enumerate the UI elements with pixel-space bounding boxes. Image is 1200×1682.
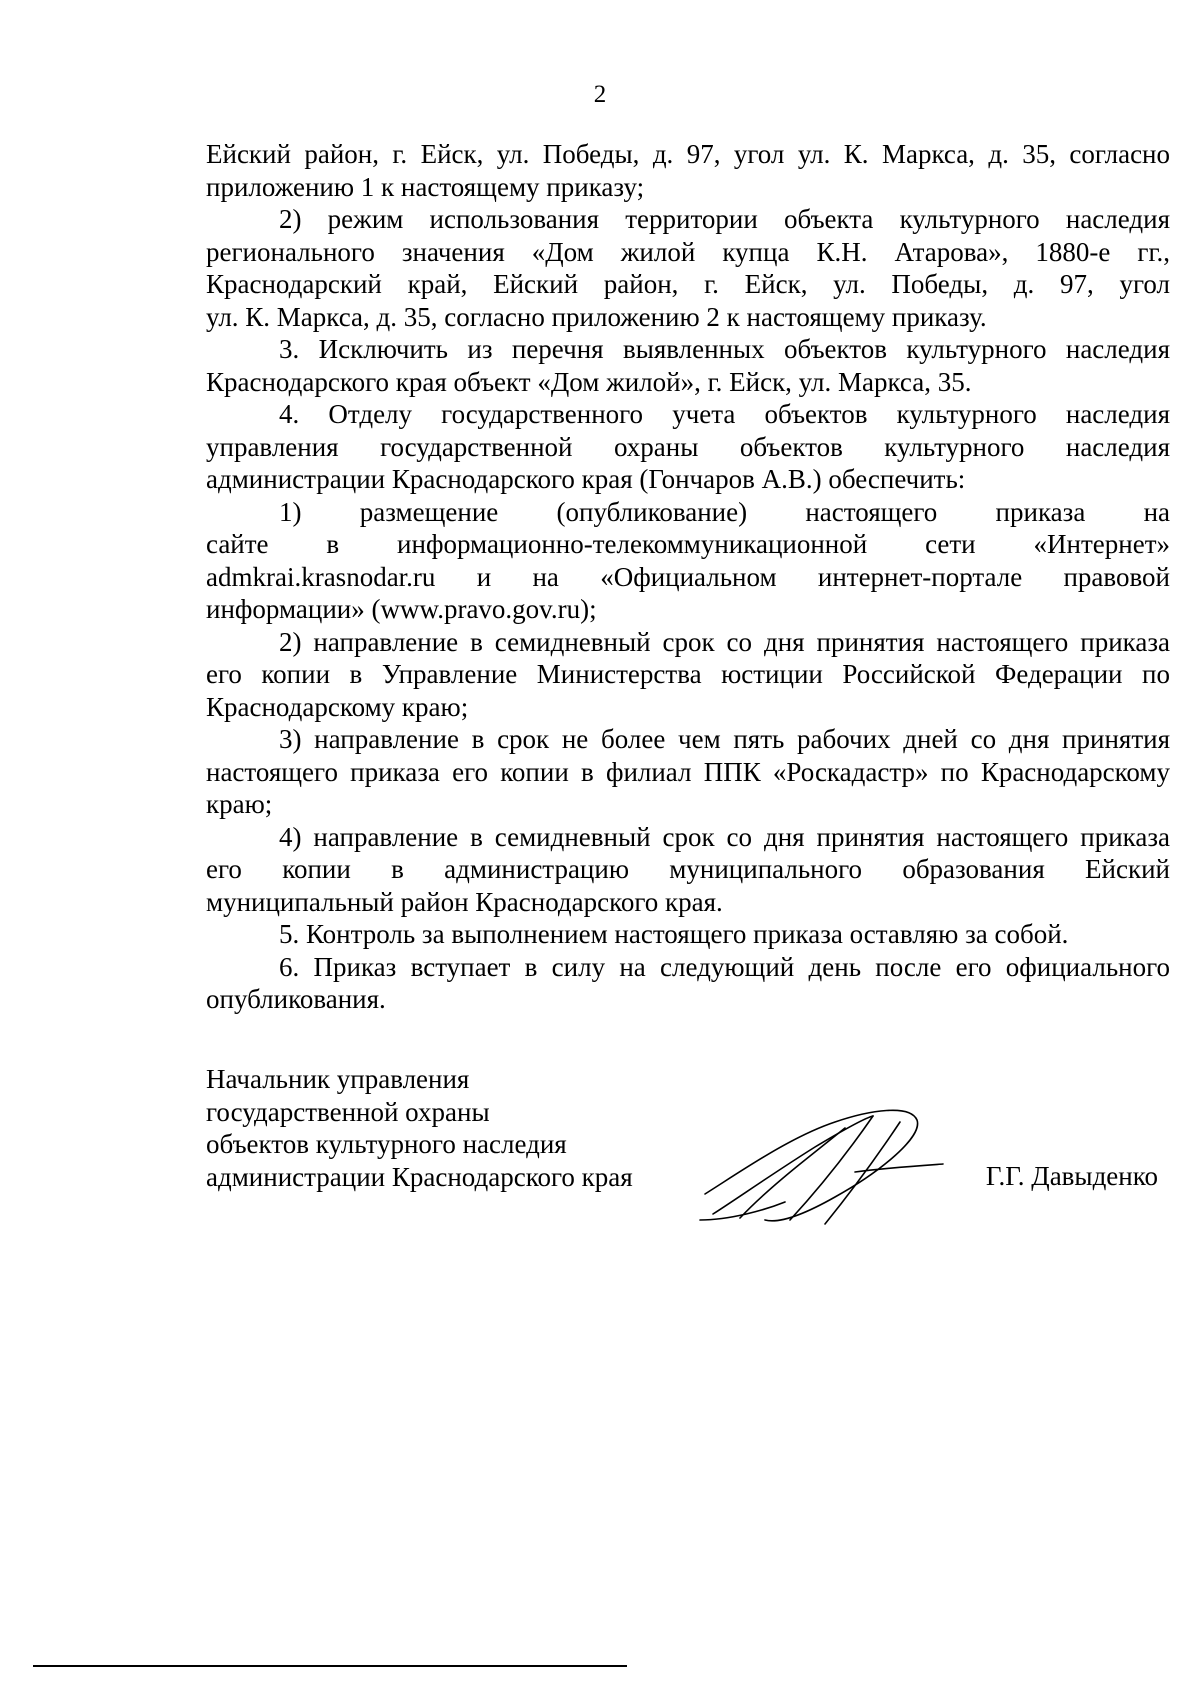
text-line: Краснодарский край, Ейский район, г. Ейск, ул. Победы, д. 97, угол <box>206 269 1170 299</box>
text-line: 1) размещение (опубликование) настоящего приказа на <box>279 496 1170 527</box>
text-line: опубликования. <box>206 984 386 1014</box>
text-line: муниципальный район Краснодарского края. <box>206 886 723 917</box>
text-line: ул. К. Маркса, д. 35, согласно приложению 2 к настоящему приказу. <box>206 301 987 332</box>
text-line: 3) направление в срок не более чем пять рабочих дней со дня принятия <box>279 724 1170 754</box>
text-line: Краснодарскому краю; <box>206 691 469 722</box>
text-line: настоящего приказа его копии в филиал ППК «Роскадастр» по Краснодарскому <box>206 756 1170 787</box>
text-line: информации» (www.pravo.gov.ru); <box>206 594 597 624</box>
text-line: Ейский район, г. Ейск, ул. Победы, д. 97, угол ул. К. Маркса, д. 35, согласно <box>206 139 1170 169</box>
text-line: Краснодарского края объект «Дом жилой», г. Ейск, ул. Маркса, 35. <box>206 366 972 397</box>
signer-position-line: объектов культурного наследия <box>206 1129 567 1159</box>
text-line: краю; <box>206 789 273 819</box>
text-line: 6. Приказ вступает в силу на следующий день после его официального <box>279 951 1170 982</box>
order-body-text <box>206 138 1170 1016</box>
text-line: admkrai.krasnodar.ru и на «Официальном интернет-портале правовой <box>206 561 1170 592</box>
text-line: 4. Отделу государственного учета объектов культурного наследия <box>279 399 1170 429</box>
text-line: 2) направление в семидневный срок со дня принятия настоящего приказа <box>279 626 1170 657</box>
text-line: его копии в Управление Министерства юстиции Российской Федерации по <box>206 659 1170 689</box>
handwritten-signature <box>695 1102 945 1232</box>
page-number: 2 <box>593 81 607 108</box>
text-line: 3. Исключить из перечня выявленных объектов культурного наследия <box>279 334 1170 364</box>
signer-position-line: администрации Краснодарского края <box>206 1161 633 1192</box>
text-line: 5. Контроль за выполнением настоящего приказа оставляю за собой. <box>279 919 1069 949</box>
signer-position-block <box>206 1063 633 1193</box>
text-line: 4) направление в семидневный срок со дня принятия настоящего приказа <box>279 821 1170 852</box>
signer-position-line: государственной охраны <box>206 1096 490 1127</box>
footer-rule <box>33 1665 627 1667</box>
text-line: приложению 1 к настоящему приказу; <box>206 171 645 202</box>
text-line: управления государственной охраны объектов культурного наследия <box>206 431 1170 462</box>
text-line: 2) режим использования территории объекта культурного наследия <box>279 204 1170 234</box>
signer-position-line: Начальник управления <box>206 1064 470 1094</box>
text-line: его копии в администрацию муниципального образования Ейский <box>206 854 1170 884</box>
signer-name: Г.Г. Давыденко <box>985 1161 1158 1191</box>
text-line: регионального значения «Дом жилой купца К.Н. Атарова», 1880-е гг., <box>206 236 1170 267</box>
text-line: администрации Краснодарского края (Гончаров А.В.) обеспечить: <box>206 464 966 494</box>
text-line: сайте в информационно-телекоммуникационной сети «Интернет» <box>206 529 1170 559</box>
